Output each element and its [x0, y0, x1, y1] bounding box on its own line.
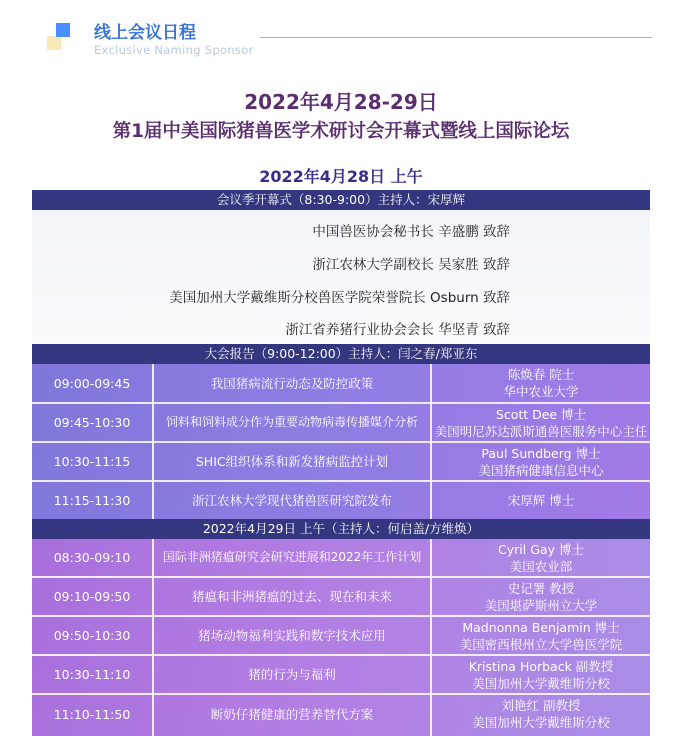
speaker-affiliation: 美国加州大学戴维斯分校	[472, 715, 610, 730]
speaker-name: Madnonna Benjamin 博士	[462, 619, 620, 635]
topic-cell: 猪瘟和非洲猪瘟的过去、现在和未来	[191, 589, 392, 604]
session2-table	[32, 539, 650, 736]
sponsor-subtitle: Exclusive Naming Sponsor	[94, 43, 254, 57]
speech-item: 浙江省养猪行业协会会长 华坚青 致辞	[285, 322, 510, 338]
speaker-cell	[432, 443, 650, 480]
opening-speeches	[32, 210, 650, 344]
time-cell: 09:50-10:30	[53, 628, 131, 643]
topic-cell: 断奶仔猪健康的营养替代方案	[210, 706, 374, 722]
speaker-affiliation: 美国加州大学戴维斯分校	[472, 675, 610, 691]
speaker-affiliation: 美国猪病健康信息中心	[478, 462, 604, 478]
session1-table	[32, 364, 650, 519]
day1-label: 2022年4月28日 上午	[259, 167, 423, 186]
speaker-cell	[432, 539, 650, 576]
speaker-name: Paul Sundberg 博士	[481, 445, 601, 461]
time-cell: 09:10-09:50	[53, 589, 131, 604]
time-cell: 10:30-11:15	[53, 454, 131, 469]
speaker-cell	[432, 617, 650, 654]
speaker-name: 宋厚辉 博士	[507, 493, 575, 508]
table-row	[32, 364, 650, 402]
decor-square-yellow	[47, 36, 61, 50]
table-row	[32, 656, 650, 693]
time-cell: 08:30-09:10	[53, 550, 131, 565]
event-dates: 2022年4月28-29日	[244, 90, 438, 114]
speaker-affiliation: 美国明尼苏达派斯通兽医服务中心主任	[434, 423, 648, 439]
speech-item: 中国兽医协会秘书长 辛盛鹏 致辞	[312, 224, 510, 240]
column-divider	[152, 539, 154, 736]
column-divider	[430, 539, 432, 736]
speaker-affiliation: 美国农业部	[509, 558, 573, 574]
topic-cell: 饲料和饲料成分作为重要动物病毒传播媒介分析	[165, 415, 418, 429]
section-header	[0, 0, 682, 70]
speaker-cell	[432, 404, 650, 441]
topic-cell: 猪的行为与福利	[248, 667, 336, 682]
table-row	[32, 443, 650, 480]
time-cell: 09:00-09:45	[53, 375, 131, 391]
decor-square-blue	[56, 23, 70, 37]
topic-cell: 浙江农林大学现代猪兽医研究院发布	[191, 493, 392, 508]
session2-bar: 2022年4月29日 上午（主持人：何启盖/方维焕）	[32, 519, 650, 539]
table-row	[32, 578, 650, 615]
speaker-name: Scott Dee 博士	[495, 406, 587, 422]
time-cell: 10:30-11:10	[53, 667, 131, 682]
speaker-cell	[432, 656, 650, 693]
event-title: 第1届中美国际猪兽医学术研讨会开幕式暨线上国际论坛	[112, 121, 570, 142]
speaker-name: 刘艳红 副教授	[501, 698, 581, 713]
speaker-name: Kristina Horback 副教授	[468, 658, 614, 674]
section-title: 线上会议日程	[94, 23, 196, 43]
speaker-affiliation: 美国密西根州立大学兽医学院	[459, 636, 623, 652]
table-row	[32, 695, 650, 733]
speaker-cell	[432, 364, 650, 402]
session1-bar: 大会报告（9:00-12:00）主持人：闫之春/郑亚东	[32, 344, 650, 364]
table-row	[32, 482, 650, 519]
speaker-affiliation: 美国堪萨斯州立大学	[484, 597, 598, 613]
speaker-name: Cyril Gay 博士	[498, 541, 584, 557]
speaker-name: 史记署 教授	[507, 580, 575, 596]
opening-bar: 会议季开幕式（8:30-9:00）主持人：宋厚辉	[32, 190, 650, 210]
time-cell: 11:15-11:30	[53, 493, 131, 508]
header-divider	[260, 37, 652, 38]
speaker-cell	[432, 695, 650, 733]
time-cell: 11:10-11:50	[53, 706, 131, 722]
topic-cell: 猪场动物福利实践和数字技术应用	[198, 628, 386, 643]
speaker-affiliation: 华中农业大学	[503, 384, 579, 399]
table-row	[32, 617, 650, 654]
column-divider	[430, 364, 432, 519]
speech-item: 浙江农林大学副校长 吴家胜 致辞	[312, 257, 510, 273]
speaker-cell	[432, 578, 650, 615]
table-row	[32, 539, 650, 576]
speaker-cell	[432, 482, 650, 519]
speaker-name: 陈焕春 院士	[507, 367, 575, 382]
topic-cell: 国际非洲猪瘟研究会研究进展和2022年工作计划	[162, 550, 422, 564]
column-divider	[152, 364, 154, 519]
speech-item: 美国加州大学戴维斯分校兽医学院荣誉院长 Osburn 致辞	[169, 290, 510, 306]
time-cell: 09:45-10:30	[53, 415, 131, 430]
table-row	[32, 404, 650, 441]
topic-cell: SHIC组织体系和新发猪病监控计划	[195, 454, 389, 469]
topic-cell: 我国猪病流行动态及防控政策	[210, 375, 374, 391]
